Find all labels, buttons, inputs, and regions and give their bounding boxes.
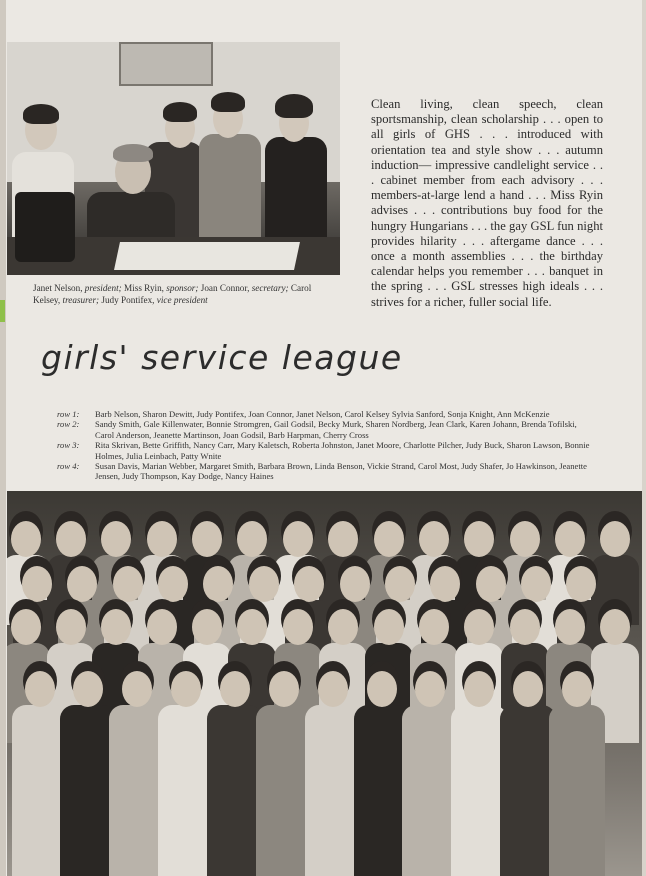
group-member-figure (60, 705, 116, 876)
group-member-face (385, 566, 415, 602)
sponsor-hair (113, 144, 153, 162)
group-member-face (192, 609, 222, 645)
group-member-face (419, 521, 449, 557)
group-member-figure (12, 705, 68, 876)
group-member-figure (549, 705, 605, 876)
group-member-face (562, 671, 592, 707)
row-names: Barb Nelson, Sharon Dewitt, Judy Pontifex, Joan Connor, Janet Nelson, Carol Kelsey Sylvia Sanford, Sonja Knight, Ann McKenzie (95, 409, 550, 419)
group-member-figure (500, 705, 556, 876)
officer-figure (265, 137, 327, 247)
caption-name: Carol Kelsey, (33, 283, 312, 305)
group-member-face (555, 521, 585, 557)
group-member-face (56, 609, 86, 645)
group-member-face (510, 521, 540, 557)
group-member-face (555, 609, 585, 645)
group-member-figure (207, 705, 263, 876)
group-member-face (11, 609, 41, 645)
group-member-face (192, 521, 222, 557)
group-member-face (510, 609, 540, 645)
caption-role: president; (84, 283, 122, 293)
wall-picture-frame (119, 42, 213, 86)
group-member-face (328, 609, 358, 645)
group-member-face (294, 566, 324, 602)
group-member-face (25, 671, 55, 707)
member-rows (57, 409, 598, 482)
page-title: girls' service league (41, 338, 403, 377)
caption-name: Janet Nelson, (33, 283, 83, 293)
group-member-face (237, 521, 267, 557)
group-member-face (476, 566, 506, 602)
caption-role: sponsor; (166, 283, 199, 293)
group-member-face (283, 609, 313, 645)
desk-lamp (15, 192, 75, 262)
group-member-figure (354, 705, 410, 876)
group-member-face (367, 671, 397, 707)
officers-photo (7, 42, 340, 275)
group-member-face (600, 521, 630, 557)
group-member-figure (451, 705, 507, 876)
member-row (57, 419, 598, 440)
group-member-face (374, 521, 404, 557)
officers-caption (33, 282, 333, 306)
group-photo (7, 491, 642, 876)
row-label: row 1: (57, 409, 80, 419)
group-member-face (101, 521, 131, 557)
group-member-face (22, 566, 52, 602)
group-member-face (56, 521, 86, 557)
caption-role: secretary; (251, 283, 289, 293)
officer-hair (211, 92, 245, 112)
group-member-face (147, 609, 177, 645)
group-member-face (158, 566, 188, 602)
row-label: row 3: (57, 440, 80, 451)
group-member-face (340, 566, 370, 602)
member-row (57, 461, 598, 482)
desk-papers (114, 242, 300, 270)
group-member-face (513, 671, 543, 707)
page-edge-left (0, 0, 6, 876)
page-tab-marker (0, 300, 5, 322)
group-member-face (11, 521, 41, 557)
group-member-face (220, 671, 250, 707)
group-member-face (600, 609, 630, 645)
member-row (57, 440, 598, 461)
group-member-face (328, 521, 358, 557)
officer-hair (275, 94, 313, 118)
caption-name: Judy Pontifex, (101, 295, 155, 305)
group-member-figure (109, 705, 165, 876)
group-member-figure (256, 705, 312, 876)
officer-hair (163, 102, 197, 122)
officer-hair (23, 104, 59, 124)
caption-name: Miss Ryin, (124, 283, 164, 293)
caption-role: vice president (156, 295, 208, 305)
group-member-figure (158, 705, 214, 876)
officer-figure (199, 134, 261, 244)
member-row (57, 409, 598, 419)
group-member-face (147, 521, 177, 557)
row-label: row 2: (57, 419, 80, 430)
group-member-face (113, 566, 143, 602)
row-names: Rita Skrivan, Bette Griffith, Nancy Carr, Mary Kaletsch, Roberta Johnston, Janet Moore, Charlotte Pilcher, Judy Buck, Sharon Lawson, Bonnie Holmes, Julia Leinbach, Patty Wnite (95, 440, 590, 461)
group-member-face (419, 609, 449, 645)
page-edge-right (642, 0, 646, 876)
group-member-face (283, 521, 313, 557)
group-member-face (374, 609, 404, 645)
group-member-figure (305, 705, 361, 876)
group-member-face (318, 671, 348, 707)
group-member-face (269, 671, 299, 707)
group-member-face (249, 566, 279, 602)
article-paragraph: Clean living, clean speech, clean sportsmanship, clean scholarship . . . open to all girls of GHS . . . introduced with orientation tea and style show . . . autumn induction— impressive candlelight service . . . cabinet member from each advisory . . . members-at-large lend a hand . . . Miss Ryin advises . . . contributions buy food for the hungry Hungarians . . . the gay GSL fun night provides hilarity . . . aftergame dance . . . once a month assemblies . . . the birthday calendar helps you remember . . . banquet in the spring . . . GSL stresses high ideals . . . strives for a richer, fuller social life. (371, 97, 603, 309)
caption-name: Joan Connor, (200, 283, 250, 293)
row-names: Sandy Smith, Gale Killenwater, Bonnie Stromgren, Gail Godsil, Becky Murk, Sharen Nordberg, Jean Clark, Karen Johann, Brenda Tofilski, Carol Anderson, Jeanette Martinson, Joan Godsil, Barb Harpman, Cherry Cross (95, 419, 577, 440)
group-member-figure (402, 705, 458, 876)
group-member-face (521, 566, 551, 602)
row-names: Susan Davis, Marian Webber, Margaret Smith, Barbara Brown, Linda Benson, Vickie Strand, Carol Most, Judy Shafer, Jo Hawkinson, Jeanette Jensen, Judy Thompson, Kay Dodge, Nancy Haines (95, 461, 587, 482)
group-member-face (464, 521, 494, 557)
group-member-face (171, 671, 201, 707)
caption-role: treasurer; (62, 295, 100, 305)
row-label: row 4: (57, 461, 80, 472)
